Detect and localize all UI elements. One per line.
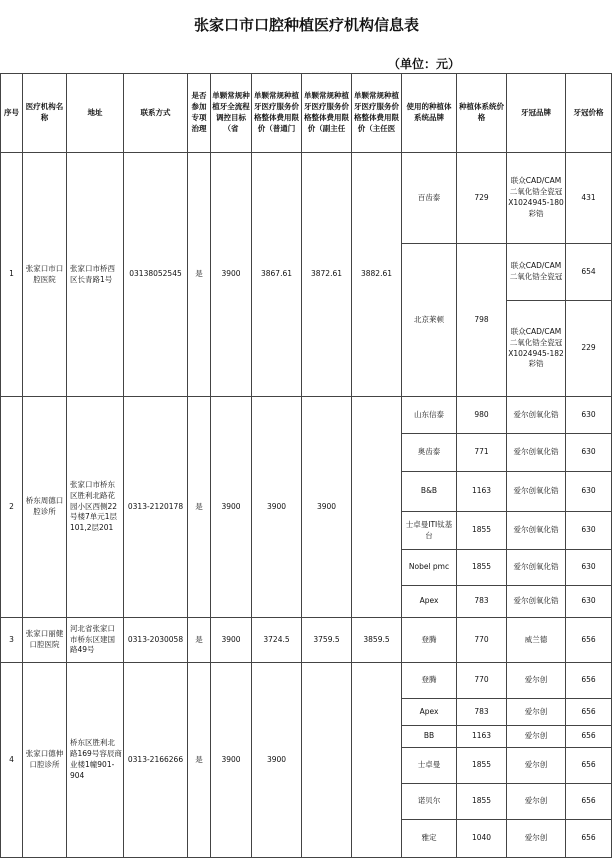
cell-system-price: 1163 <box>457 472 507 512</box>
cell-crown-price: 654 <box>566 244 612 301</box>
header-chief: 单颗常规种植牙医疗服务价格整体费用限价（主任医 <box>352 74 402 153</box>
cell-crown-brand: 爱尔创 <box>507 820 566 858</box>
cell-system-price: 798 <box>457 244 507 397</box>
cell-crown-price: 656 <box>566 726 612 748</box>
cell-name: 桥东周德口腔诊所 <box>23 397 67 618</box>
cell-address: 张家口市桥西区长青路1号 <box>67 153 124 397</box>
header-system-price: 种植体系统价格 <box>457 74 507 153</box>
cell-crown-price: 656 <box>566 618 612 663</box>
cell-deputy: 3872.61 <box>302 153 352 397</box>
cell-target: 3900 <box>211 153 252 397</box>
cell-address: 张家口市桥东区胜利北路花园小区西侧22号楼7单元1层101,2层201 <box>67 397 124 618</box>
cell-contact: 03138052545 <box>124 153 188 397</box>
header-special: 是否参加专项治理 <box>188 74 211 153</box>
cell-crown-price: 431 <box>566 153 612 244</box>
cell-crown-price: 656 <box>566 663 612 699</box>
cell-system-price: 1855 <box>457 784 507 820</box>
unit-label: （单位：元） <box>388 57 461 71</box>
cell-deputy: 3900 <box>302 397 352 618</box>
header-seq: 序号 <box>1 74 23 153</box>
cell-crown-brand: 威兰德 <box>507 618 566 663</box>
cell-target: 3900 <box>211 397 252 618</box>
cell-crown-brand: 爱尔创 <box>507 748 566 784</box>
cell-brand: B&B <box>402 472 457 512</box>
cell-brand: 北京莱顿 <box>402 244 457 397</box>
header-normal: 单颗常规种植牙医疗服务价格整体费用限价（普通门 <box>252 74 302 153</box>
cell-normal: 3724.5 <box>252 618 302 663</box>
cell-brand: 登腾 <box>402 663 457 699</box>
cell-crown-brand: 爱尔创氧化锆 <box>507 586 566 618</box>
cell-crown-price: 656 <box>566 820 612 858</box>
cell-crown-price: 656 <box>566 784 612 820</box>
cell-brand: Nobel pmc <box>402 550 457 586</box>
header-brand: 使用的种植体系统品牌 <box>402 74 457 153</box>
cell-normal: 3867.61 <box>252 153 302 397</box>
cell-crown-price: 630 <box>566 434 612 472</box>
cell-crown-brand: 爱尔创氧化锆 <box>507 550 566 586</box>
table-row <box>1 618 612 663</box>
cell-crown-brand: 联众CAD/CAM二氧化锆全瓷冠X1024945-182 彩锆 <box>507 301 566 397</box>
header-address: 地址 <box>67 74 124 153</box>
cell-crown-brand: 爱尔创氧化锆 <box>507 397 566 434</box>
cell-system-price: 1855 <box>457 550 507 586</box>
cell-seq: 1 <box>1 153 23 397</box>
cell-system-price: 729 <box>457 153 507 244</box>
cell-crown-price: 229 <box>566 301 612 397</box>
cell-contact: 0313-2030058 <box>124 618 188 663</box>
cell-system-price: 771 <box>457 434 507 472</box>
cell-brand: Apex <box>402 586 457 618</box>
cell-contact: 0313-2120178 <box>124 397 188 618</box>
cell-crown-price: 630 <box>566 472 612 512</box>
cell-crown-brand: 爱尔创氧化锆 <box>507 472 566 512</box>
cell-brand: 士卓曼ITI钛基台 <box>402 512 457 550</box>
cell-target: 3900 <box>211 618 252 663</box>
cell-crown-brand: 爱尔创 <box>507 663 566 699</box>
cell-brand: 士卓曼 <box>402 748 457 784</box>
cell-crown-brand: 爱尔创氧化锆 <box>507 512 566 550</box>
cell-chief: 3859.5 <box>352 618 402 663</box>
header-row <box>1 74 612 153</box>
header-contact: 联系方式 <box>124 74 188 153</box>
cell-crown-price: 656 <box>566 699 612 726</box>
info-table <box>0 73 612 858</box>
cell-name: 张家口丽健口腔医院 <box>23 618 67 663</box>
header-deputy: 单颗常规种植牙医疗服务价格整体费用限价（副主任 <box>302 74 352 153</box>
cell-brand: Apex <box>402 699 457 726</box>
cell-crown-brand: 爱尔创 <box>507 726 566 748</box>
cell-name: 张家口德伸口腔诊所 <box>23 663 67 858</box>
cell-crown-price: 630 <box>566 512 612 550</box>
cell-crown-brand: 联众CAD/CAM二氧化锆全瓷冠X1024945-180彩锆 <box>507 153 566 244</box>
cell-crown-brand: 爱尔创 <box>507 699 566 726</box>
cell-special: 是 <box>188 663 211 858</box>
cell-seq: 2 <box>1 397 23 618</box>
cell-system-price: 783 <box>457 586 507 618</box>
table-row <box>1 663 612 699</box>
cell-normal: 3900 <box>252 397 302 618</box>
table-row <box>1 397 612 434</box>
cell-crown-brand: 爱尔创氧化锆 <box>507 434 566 472</box>
cell-brand: 雅定 <box>402 820 457 858</box>
cell-brand: 登腾 <box>402 618 457 663</box>
cell-crown-brand: 爱尔创 <box>507 784 566 820</box>
cell-brand: 百齿泰 <box>402 153 457 244</box>
cell-system-price: 1040 <box>457 820 507 858</box>
cell-crown-price: 630 <box>566 550 612 586</box>
cell-system-price: 783 <box>457 699 507 726</box>
cell-chief: 3882.61 <box>352 153 402 397</box>
cell-seq: 4 <box>1 663 23 858</box>
cell-brand: BB <box>402 726 457 748</box>
cell-brand: 山东信泰 <box>402 397 457 434</box>
cell-crown-price: 656 <box>566 748 612 784</box>
cell-crown-price: 630 <box>566 397 612 434</box>
cell-system-price: 1855 <box>457 748 507 784</box>
header-crown-price: 牙冠价格 <box>566 74 612 153</box>
cell-deputy <box>302 663 352 858</box>
cell-address: 河北省张家口市桥东区建国路49号 <box>67 618 124 663</box>
cell-system-price: 1163 <box>457 726 507 748</box>
cell-crown-price: 630 <box>566 586 612 618</box>
cell-brand: 诺贝尔 <box>402 784 457 820</box>
cell-deputy: 3759.5 <box>302 618 352 663</box>
header-name: 医疗机构名称 <box>23 74 67 153</box>
cell-system-price: 770 <box>457 618 507 663</box>
cell-contact: 0313-2166266 <box>124 663 188 858</box>
cell-system-price: 980 <box>457 397 507 434</box>
page-title: 张家口市口腔种植医疗机构信息表 <box>193 16 419 34</box>
cell-normal: 3900 <box>252 663 302 858</box>
cell-crown-brand: 联众CAD/CAM二氧化锆全瓷冠 <box>507 244 566 301</box>
cell-address: 桥东区胜利北路169号容辰商业楼1幢901-904 <box>67 663 124 858</box>
cell-chief <box>352 397 402 618</box>
cell-seq: 3 <box>1 618 23 663</box>
cell-target: 3900 <box>211 663 252 858</box>
cell-name: 张家口市口腔医院 <box>23 153 67 397</box>
cell-chief <box>352 663 402 858</box>
cell-special: 是 <box>188 153 211 397</box>
table-row <box>1 153 612 244</box>
cell-special: 是 <box>188 618 211 663</box>
header-target: 单颗常规种植牙全流程调控目标（省 <box>211 74 252 153</box>
cell-special: 是 <box>188 397 211 618</box>
cell-system-price: 1855 <box>457 512 507 550</box>
header-crown-brand: 牙冠品牌 <box>507 74 566 153</box>
cell-system-price: 770 <box>457 663 507 699</box>
cell-brand: 奥齿泰 <box>402 434 457 472</box>
